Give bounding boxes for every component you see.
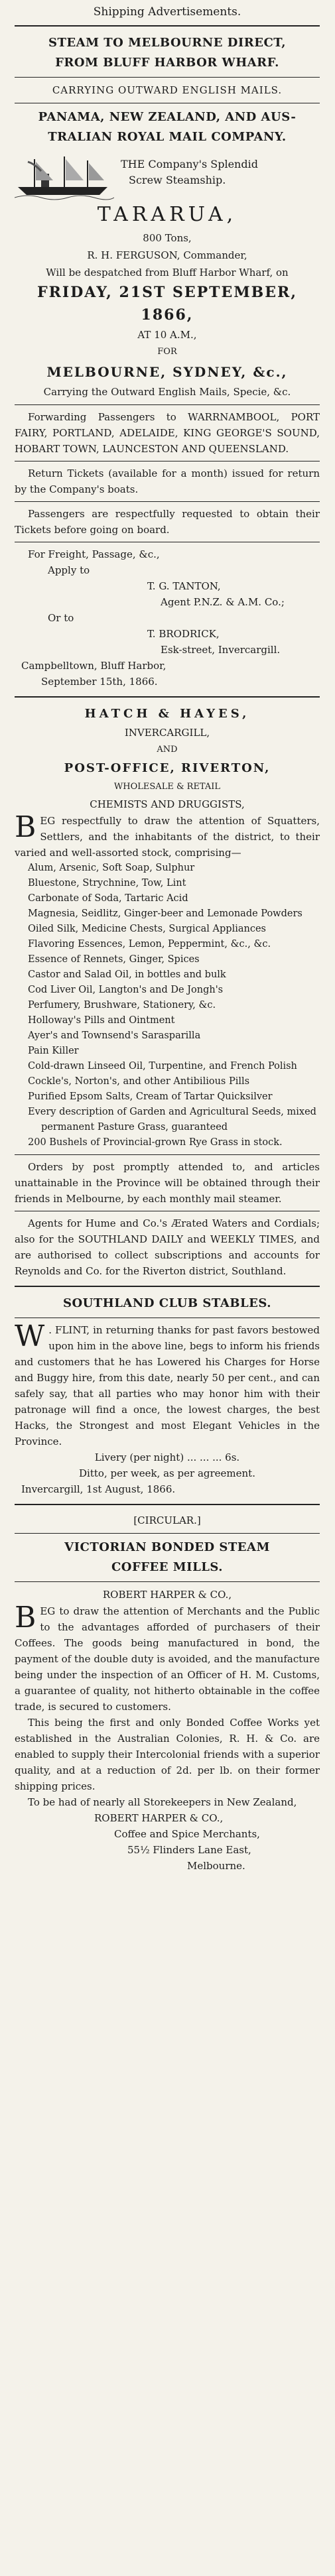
for-label: FOR xyxy=(157,347,177,357)
passengers-note: Passengers are respectfully requested to obtain their Tickets before going on board. xyxy=(15,508,320,536)
mails-note: CARRYING OUTWARD ENGLISH MAILS. xyxy=(52,84,283,96)
stables-date: Invercargill, 1st August, 1866. xyxy=(21,1483,176,1495)
coffee-advertisement xyxy=(15,1512,320,1874)
ad-title-line: FROM BLUFF HARBOR WHARF. xyxy=(55,56,279,70)
destinations: MELBOURNE, SYDNEY, &c., xyxy=(46,364,288,380)
coffee-text: EG to draw the attention of Merchants and the Public to the advantages afforded of purchasers of their Coffees. The goods being manufactured in bond, the payment of the double duty is avoided, and the manufacture being under the inspection of an Officer of H. M. Customs, a guarantee of quality, not hitherto obtainable in the coffee trade, is secured to customers. xyxy=(15,1605,320,1713)
stables-body xyxy=(15,1319,320,1449)
divider xyxy=(15,77,320,78)
intro-paragraph xyxy=(15,810,320,861)
sailing-date: FRIDAY, 21ST SEPTEMBER, 1866, xyxy=(37,284,297,324)
signature-line: ROBERT HARPER & CO., xyxy=(94,1812,224,1824)
town: INVERCARGILL, xyxy=(124,727,210,739)
list-item: Bluestone, Strychnine, Tow, Lint xyxy=(28,878,186,889)
list-item: Magnesia, Seidlitz, Ginger-beer and Lemonade Powders xyxy=(28,908,302,919)
divider xyxy=(15,1581,320,1582)
chemists-label: CHEMISTS AND DRUGGISTS, xyxy=(90,798,245,810)
divider xyxy=(15,25,320,27)
ad-title-line: COFFEE MILLS. xyxy=(111,1560,224,1574)
list-item: 200 Bushels of Provincial-grown Rye Grass in stock. xyxy=(28,1137,283,1148)
and-label: AND xyxy=(157,745,178,755)
signoff-date: September 15th, 1866. xyxy=(41,676,158,688)
agent-name: T. G. TANTON, xyxy=(147,580,221,592)
list-item: Essence of Rennets, Ginger, Spices xyxy=(28,954,200,965)
firm-name: ROBERT HARPER & CO., xyxy=(102,1589,232,1601)
agent-address: Esk-street, Invercargill. xyxy=(161,644,281,656)
forwarding-note: Forwarding Passengers to WARRNAMBOOL, PORT FAIRY, PORTLAND, ADELAIDE, KING GEORGE'S SOUND, HOBART TOWN, LAUNCESTON AND QUEENSLAND. xyxy=(15,411,320,455)
steamship-icon xyxy=(15,154,114,200)
list-item: Castor and Salad Oil, in bottles and bulk xyxy=(28,969,226,980)
signature-line: Melbourne. xyxy=(187,1860,245,1872)
list-item: Carbonate of Soda, Tartaric Acid xyxy=(28,893,188,904)
freight-line: For Freight, Passage, &c., xyxy=(28,548,160,560)
ship-tonnage: 800 Tons, xyxy=(143,232,192,244)
list-item: Ayer's and Townsend's Sarasparilla xyxy=(28,1030,201,1041)
agent-name: T. BRODRICK, xyxy=(147,628,220,640)
drop-cap: B xyxy=(15,1601,36,1634)
chemists-advertisement xyxy=(15,704,320,1279)
divider xyxy=(15,1533,320,1534)
signoff-place: Campbelltown, Bluff Harbor, xyxy=(21,660,167,672)
orders-note: Orders by post promptly attended to, and articles unattainable in the Province will be obtained through their friends in Melbourne, by each monthly mail steamer. xyxy=(15,1161,320,1205)
divider xyxy=(15,1286,320,1287)
list-item: Cod Liver Oil, Langton's and De Jongh's xyxy=(28,985,224,995)
agent-role: Agent P.N.Z. & A.M. Co.; xyxy=(161,596,285,608)
list-item: Alum, Arsenic, Soft Soap, Sulphur xyxy=(28,863,195,873)
steamer-advertisement xyxy=(15,33,320,690)
list-item: Every description of Garden and Agricultural Seeds, mixed permanent Pasture Grass, guaranteed xyxy=(28,1107,316,1133)
list-item: Cold-drawn Linseed Oil, Turpentine, and French Polish xyxy=(28,1061,297,1072)
sailing-time: AT 10 A.M., xyxy=(137,329,197,341)
return-tickets-note: Return Tickets (available for a month) issued for return by the Company's boats. xyxy=(15,467,320,495)
newspaper-column xyxy=(15,0,320,1874)
livery-rate: Livery (per night) ... ... ... 6s. xyxy=(94,1451,240,1463)
list-item: Oiled Silk, Medicine Chests, Surgical Appliances xyxy=(28,924,266,934)
ship-commander: R. H. FERGUSON, Commander, xyxy=(87,249,247,261)
ship-desc-line: Screw Steamship. xyxy=(129,174,226,186)
ship-block xyxy=(15,154,320,200)
divider xyxy=(15,404,320,405)
cargo-note: Carrying the Outward English Mails, Specie, &c. xyxy=(43,386,291,398)
divider xyxy=(15,1154,320,1155)
list-item: Holloway's Pills and Ointment xyxy=(28,1015,175,1026)
ad-title: SOUTHLAND CLUB STABLES. xyxy=(63,1296,271,1310)
ship-name: TARARUA, xyxy=(97,203,237,226)
divider xyxy=(15,501,320,502)
stables-advertisement xyxy=(15,1294,320,1497)
coffee-body-3: To be had of nearly all Storekeepers in New Zealand, xyxy=(28,1796,297,1808)
circular-label: [CIRCULAR.] xyxy=(133,1514,201,1526)
list-item: Cockle's, Norton's, and other Antibilious Pills xyxy=(28,1076,250,1087)
stables-text: . FLINT, in returning thanks for past favors bestowed upon him in the above line, begs to inform his friends and customers that he has Lowered his Charges for Horse and Buggy hire, from this date, nearly 50 per cent., and can safely say, that all parties who may honor him with their patronage will find a once, the lowest charges, the best Hacks, the Strongest and most Elegant Vehicles in the Province. xyxy=(15,1324,320,1447)
despatch-note: Will be despatched from Bluff Harbor Wharf, on xyxy=(46,267,289,278)
intro-text: EG respectfully to draw the attention of Squatters, Settlers, and the inhabitants of the district, to their varied and well-assorted stock, comprising— xyxy=(15,815,320,859)
divider xyxy=(15,1504,320,1505)
list-item: Purified Epsom Salts, Cream of Tartar Quicksilver xyxy=(28,1091,273,1102)
agents-note: Agents for Hume and Co.'s Ærated Waters and Cordials; also for the SOUTHLAND DAILY and WEEKLY TIMES, and are authorised to collect subscriptions and accounts for Reynolds and Co. for the Riverton district, Southland. xyxy=(15,1217,320,1277)
ad-title: HATCH & HAYES, xyxy=(84,707,250,721)
ad-title-line: STEAM TO MELBOURNE DIRECT, xyxy=(48,36,286,50)
signature-line: 55½ Flinders Lane East, xyxy=(127,1844,251,1856)
signature-line: Coffee and Spice Merchants, xyxy=(114,1828,260,1840)
ad-title-line: VICTORIAN BONDED STEAM xyxy=(64,1540,270,1554)
divider xyxy=(15,696,320,698)
list-item: Pain Killer xyxy=(28,1046,79,1056)
coffee-body-2: This being the first and only Bonded Coffee Works yet established in the Australian Colonies, R. H. & Co. are enabled to supply their Intercolonial friends with a superior quality, and at a reduction of 2d. per lb. on their former shipping prices. xyxy=(15,1717,320,1792)
ship-desc-line: THE Company's Splendid xyxy=(121,158,258,170)
list-item: Flavoring Essences, Lemon, Peppermint, &c., &c. xyxy=(28,939,271,950)
apply-line: Apply to xyxy=(48,564,90,576)
wholesale-label: WHOLESALE & RETAIL xyxy=(113,782,221,792)
drop-cap: B xyxy=(15,810,36,844)
company-name: PANAMA, NEW ZEALAND, AND AUS- xyxy=(38,110,297,124)
section-header: Shipping Advertisements. xyxy=(93,5,241,19)
coffee-body xyxy=(15,1603,320,1715)
list-item: Perfumery, Brushware, Stationery, &c. xyxy=(28,1000,216,1011)
company-name: TRALIAN ROYAL MAIL COMPANY. xyxy=(48,130,287,144)
or-to-line: Or to xyxy=(48,612,74,624)
post-office: POST-OFFICE, RIVERTON, xyxy=(64,761,271,775)
weekly-rate: Ditto, per week, as per agreement. xyxy=(79,1467,255,1479)
stock-list xyxy=(15,861,320,1150)
drop-cap: W xyxy=(15,1319,45,1353)
